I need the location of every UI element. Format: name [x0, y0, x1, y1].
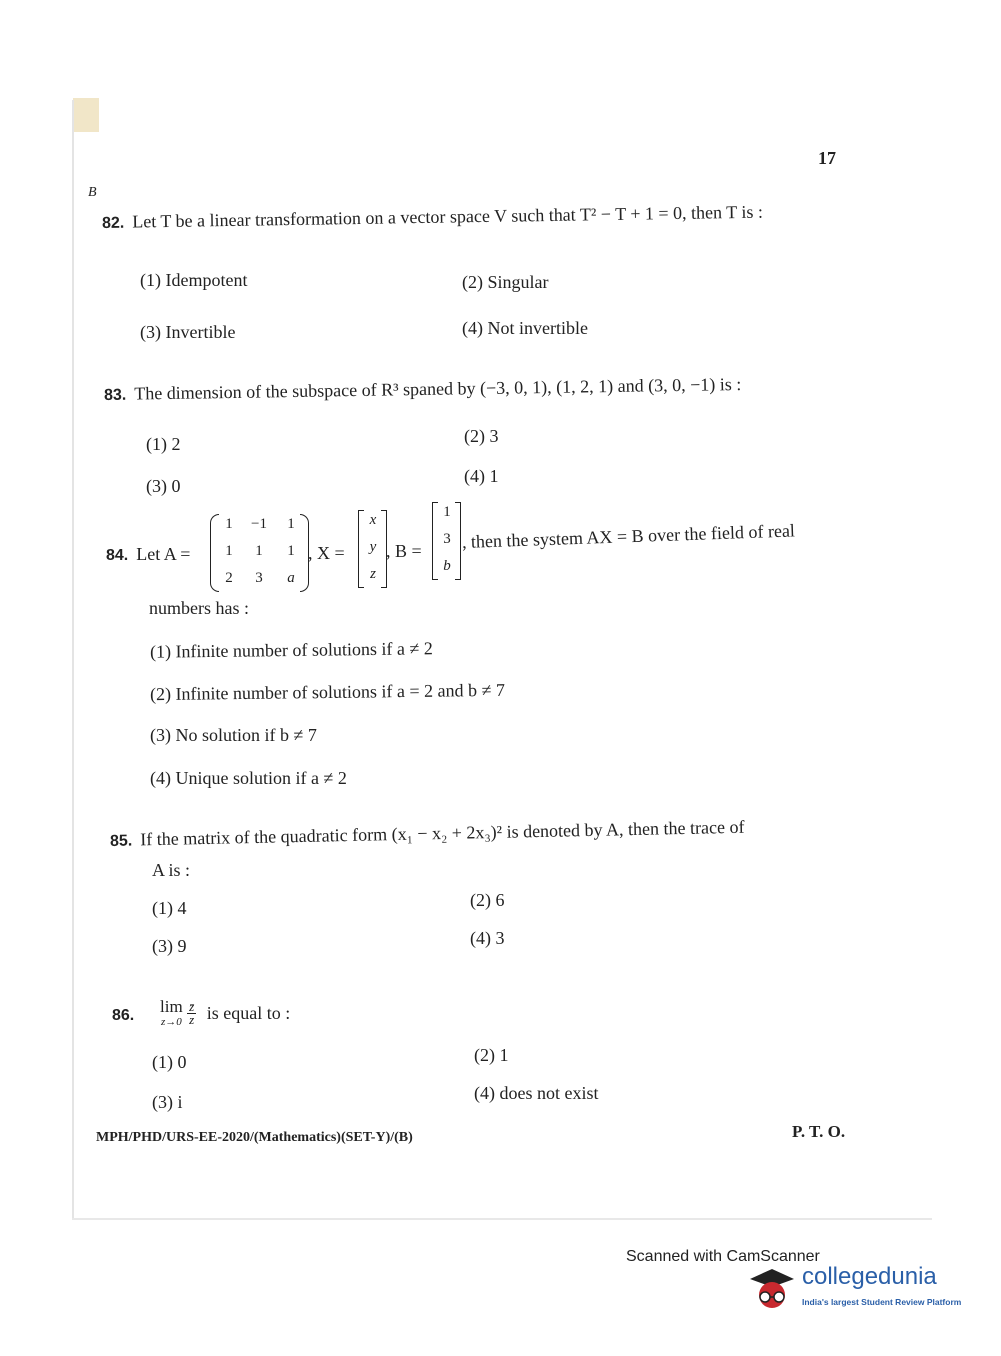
brand-name: collegedunia [802, 1263, 937, 1290]
q84-option-2: (2) Infinite number of solutions if a = 2 and b ≠ 7 [149, 679, 506, 705]
q85-option-1: (1) 4 [152, 898, 187, 918]
q84-option-3: (3) No solution if b ≠ 7 [150, 725, 317, 745]
matrix-cell: a [287, 570, 295, 586]
side-mark: B [88, 185, 97, 200]
q85-option-3: (3) 9 [152, 936, 187, 956]
matrix-cell: 1 [287, 516, 295, 532]
q82-option-3: (3) Invertible [140, 322, 236, 342]
question-84-tail2: numbers has : [149, 598, 249, 618]
question-text: is equal to : [206, 1002, 291, 1023]
q83-option-3: (3) 0 [146, 476, 181, 496]
page-bottom-edge [72, 1218, 932, 1220]
limit-operator [160, 998, 183, 1028]
question-86-expression [160, 998, 290, 1028]
lim-text: lim [160, 997, 183, 1016]
q85-option-4: (4) 3 [470, 928, 505, 948]
question-84-tail: , then the system AX = B over the field of real [461, 520, 796, 552]
matrix-cell: y [369, 539, 377, 555]
b-label: , B = [386, 541, 422, 561]
q82-option-1: (1) Idempotent [140, 270, 248, 290]
footer-code: MPH/PHD/URS-EE-2020/(Mathematics)(SET-Y)/(B) [96, 1130, 413, 1145]
q83-option-2: (2) 3 [464, 426, 499, 446]
q83-option-4: (4) 1 [464, 466, 499, 486]
x-label: , X = [308, 543, 345, 563]
question-number: 82. [101, 214, 125, 232]
pto-label: P. T. O. [792, 1122, 846, 1141]
matrix-cell: 2 [225, 570, 233, 586]
matrix-cell: 1 [255, 543, 263, 559]
q86-option-2: (2) 1 [474, 1045, 509, 1065]
matrix-x [358, 510, 388, 586]
right-bracket [455, 502, 461, 580]
question-number: 85. [109, 832, 133, 850]
page-tab-mark [73, 98, 99, 132]
question-85-line2: A is : [152, 860, 191, 880]
scanned-with-label: Scanned with CamScanner [626, 1248, 820, 1265]
question-text: The dimension of the subspace of R³ spaned by (−3, 0, 1), (1, 2, 1) and (3, 0, −1) is : [134, 373, 742, 404]
question-number: 86. [112, 1007, 135, 1024]
question-84-lead [106, 544, 190, 565]
q86-option-4: (4) does not exist [474, 1083, 599, 1103]
question-86-number [112, 1004, 142, 1025]
q84-option-1: (1) Infinite number of solutions if a ≠ 2 [149, 638, 433, 662]
matrix-cell: −1 [251, 516, 267, 532]
question-text: Let T be a linear transformation on a vector space V such that T² − T + 1 = 0, then T is : [132, 201, 764, 232]
question-82 [102, 202, 763, 233]
matrix-cell: 1 [443, 504, 451, 520]
matrix-cell: z [370, 566, 376, 582]
question-83 [104, 374, 742, 405]
q85-option-2: (2) 6 [470, 890, 505, 910]
q83-option-1: (1) 2 [146, 434, 181, 454]
question-text: If the matrix of the quadratic form (x₁ − x₂ + 2x₃)² is denoted by A, then the trace of [140, 816, 745, 850]
denominator: z [189, 1011, 195, 1027]
page-left-edge [72, 100, 74, 1220]
q82-option-4: (4) Not invertible [462, 318, 588, 338]
matrix-cell: 1 [225, 543, 233, 559]
matrix-cell: 3 [255, 570, 263, 586]
lim-subscript: z→0 [160, 1016, 182, 1028]
mascot-icon [746, 1265, 798, 1315]
q86-option-1: (1) 0 [152, 1052, 187, 1072]
q84-option-4: (4) Unique solution if a ≠ 2 [150, 768, 347, 788]
q86-option-3: (3) i [152, 1092, 183, 1112]
numerator: z̄ [189, 998, 195, 1014]
brand-tagline: India's largest Student Review Platform [802, 1297, 962, 1307]
q82-option-2: (2) Singular [462, 272, 549, 292]
question-text: Let A = [136, 544, 191, 564]
matrix-cell: 1 [287, 543, 295, 559]
collegedunia-logo [746, 1265, 966, 1315]
matrix-cell: 3 [443, 531, 451, 547]
matrix-a [210, 514, 310, 590]
matrix-cell: b [443, 558, 451, 574]
fraction [187, 998, 196, 1027]
page-number: 17 [818, 148, 836, 168]
matrix-b [432, 502, 462, 578]
question-85 [110, 817, 745, 851]
matrix-cell: 1 [225, 516, 233, 532]
question-number: 83. [103, 386, 127, 404]
question-number: 84. [106, 547, 129, 564]
matrix-cell: x [369, 512, 377, 528]
